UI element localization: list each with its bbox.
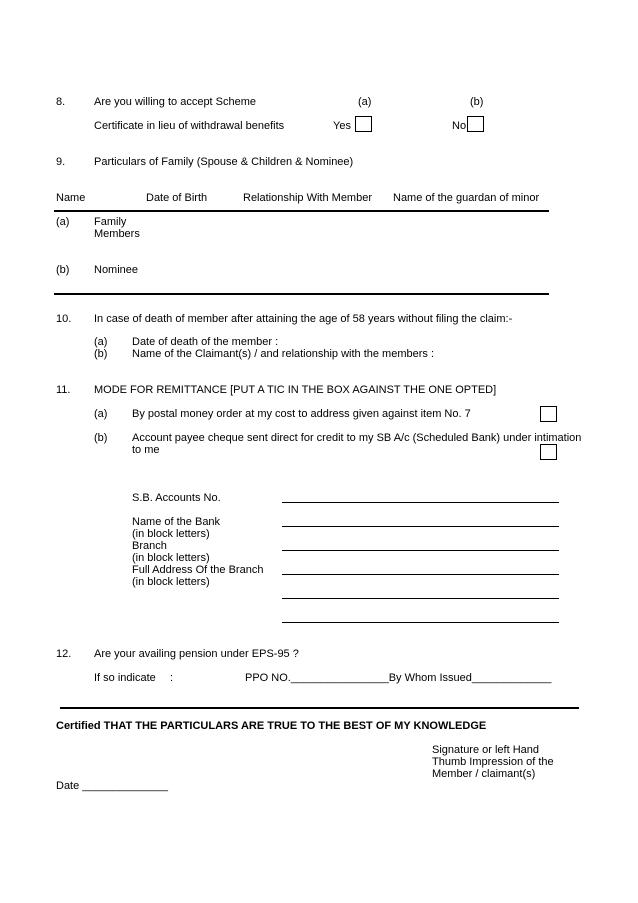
- q8-option-b-label: (b): [470, 96, 484, 108]
- q8-number: 8.: [56, 96, 66, 108]
- q10-item-b-text: Name of the Claimant(s) / and relationship with the members :: [132, 348, 435, 360]
- q12-title: Are your availing pension under EPS-95 ?: [94, 648, 299, 660]
- signature-label-line1: Signature or left Hand: [432, 744, 540, 756]
- q8-question-line2: Certificate in lieu of withdrawal benefits: [94, 120, 285, 132]
- q10-item-b-label: (b): [94, 348, 108, 360]
- q11-sb-accounts-label: S.B. Accounts No.: [132, 492, 221, 504]
- q11-full-address-label: Full Address Of the Branch: [132, 564, 264, 576]
- q11-option-b-line1: Account payee cheque sent direct for credit to my SB A/c (Scheduled Bank) under intimation: [132, 432, 582, 444]
- q9-number: 9.: [56, 156, 66, 168]
- q11-full-address-line2[interactable]: [282, 598, 559, 599]
- q9-row-a-label: (a): [56, 216, 70, 228]
- q9-header-guardian: Name of the guardan of minor: [393, 192, 540, 204]
- certification-statement: Certified THAT THE PARTICULARS ARE TRUE TO THE BEST OF MY KNOWLEDGE: [56, 720, 487, 732]
- q9-header-dob: Date of Birth: [146, 192, 208, 204]
- q11-branch-line[interactable]: [282, 550, 559, 551]
- q9-row-b-label: (b): [56, 264, 70, 276]
- q11-option-b-label: (b): [94, 432, 108, 444]
- date-field[interactable]: Date ______________: [56, 780, 168, 792]
- q10-item-a-text: Date of death of the member :: [132, 336, 279, 348]
- q11-option-b-line2: to me: [132, 444, 160, 456]
- q10-item-a-label: (a): [94, 336, 108, 348]
- q11-branch-label: Branch: [132, 540, 167, 552]
- q10-number: 10.: [56, 313, 72, 325]
- q11-option-a-text: By postal money order at my cost to address given against item No. 7: [132, 408, 471, 420]
- q9-row-a-text2: Members: [94, 228, 140, 240]
- q9-header-relationship: Relationship With Member: [243, 192, 372, 204]
- signature-label-line2: Thumb Impression of the: [432, 756, 554, 768]
- q8-no-checkbox[interactable]: [467, 116, 484, 132]
- q8-option-a-label: (a): [358, 96, 372, 108]
- q11-bank-name-line[interactable]: [282, 526, 559, 527]
- q9-header-name: Name: [56, 192, 86, 204]
- q9-bottom-divider: [54, 293, 549, 295]
- q11-bank-name-label: Name of the Bank: [132, 516, 221, 528]
- q9-header-divider: [54, 210, 549, 212]
- q8-question-line1: Are you willing to accept Scheme: [94, 96, 257, 108]
- q8-no-label: No: [452, 120, 467, 132]
- q8-yes-checkbox[interactable]: [355, 116, 372, 132]
- q9-row-a-text1: Family: [94, 216, 127, 228]
- q12-ppo-field[interactable]: PPO NO.________________By Whom Issued_____________: [245, 672, 552, 684]
- q12-number: 12.: [56, 648, 72, 660]
- q11-block-letters-3: (in block letters): [132, 576, 210, 588]
- q11-option-b-checkbox[interactable]: [540, 444, 557, 460]
- q12-colon: :: [170, 672, 174, 684]
- q11-number: 11.: [56, 384, 71, 396]
- q12-bottom-divider: [60, 707, 579, 709]
- q11-title: MODE FOR REMITTANCE [PUT A TIC IN THE BOX AGAINST THE ONE OPTED]: [94, 384, 497, 396]
- q9-row-b-text: Nominee: [94, 264, 139, 276]
- q11-full-address-line3[interactable]: [282, 622, 559, 623]
- q10-title: In case of death of member after attaining the age of 58 years without filing the claim:-: [94, 313, 513, 325]
- q11-option-a-checkbox[interactable]: [540, 406, 557, 422]
- q9-title: Particulars of Family (Spouse & Children & Nominee): [94, 156, 354, 168]
- q11-block-letters-2: (in block letters): [132, 552, 210, 564]
- q12-if-so-label: If so indicate: [94, 672, 156, 684]
- q11-full-address-line1[interactable]: [282, 574, 559, 575]
- q11-option-a-label: (a): [94, 408, 108, 420]
- q8-yes-label: Yes: [333, 120, 351, 132]
- q11-sb-accounts-line[interactable]: [282, 502, 559, 503]
- q11-block-letters-1: (in block letters): [132, 528, 210, 540]
- signature-label-line3: Member / claimant(s): [432, 768, 536, 780]
